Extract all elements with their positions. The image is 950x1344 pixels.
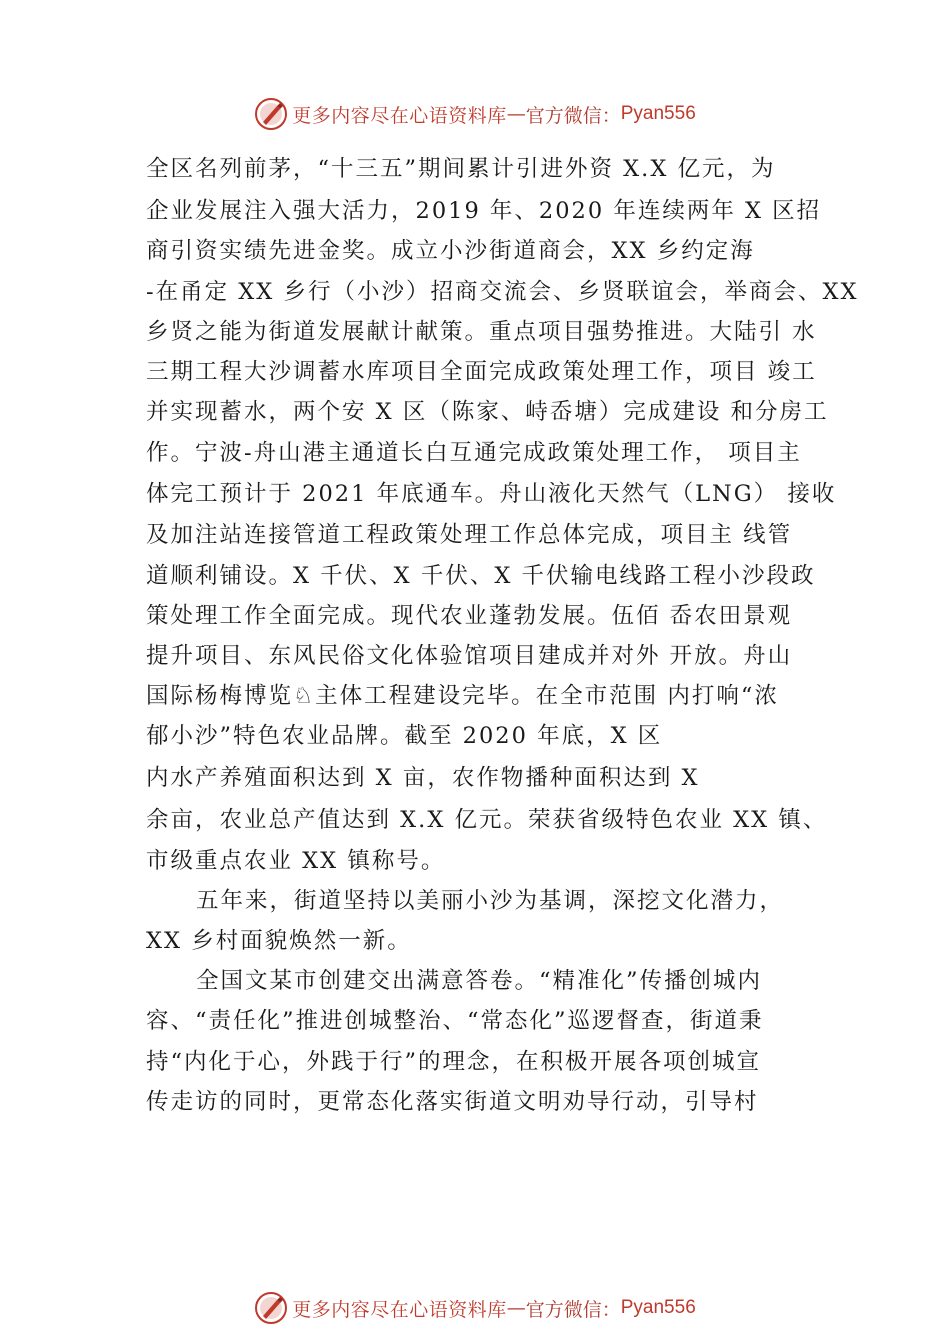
- text-line: 及加注站连接管道工程政策处理工作总体完成，项目主 线管: [146, 522, 793, 548]
- banner-wechat-id: Pyan556: [620, 1297, 696, 1318]
- text-line: 企业发展注入强大活力，2019 年、2020 年连续两年 X 区招: [146, 198, 822, 224]
- text-line: 内水产养殖面积达到 X 亩，农作物播种面积达到 X: [146, 765, 700, 791]
- text-line: 策处理工作全面完成。现代农业蓬勃发展。伍佰 岙农田景观: [146, 603, 793, 629]
- text-line: -在甬定 XX 乡行（小沙）招商交流会、乡贤联谊会，举商会、XX: [146, 279, 859, 305]
- banner-wechat-label: 官方微信：: [525, 1298, 621, 1321]
- text-line: 传走访的同时，更常态化落实街道文明劝导行动，引导村: [146, 1089, 759, 1115]
- text-line: 全区名列前茅，“十三五”期间累计引进外资 X.X 亿元，为: [146, 156, 776, 182]
- text-line: 提升项目、东风民俗文化体验馆项目建成并对外 开放。舟山: [146, 643, 793, 669]
- text-line: XX 乡村面貌焕然一新。: [146, 928, 412, 954]
- text-line: 国际杨梅博览♘主体工程建设完毕。在全市范围 内打响“浓: [146, 683, 779, 709]
- banner-wechat-id: Pyan556: [620, 103, 696, 124]
- text-line: 容、“责任化”推进创城整治、“常态化”巡逻督查，街道秉: [146, 1008, 764, 1034]
- pen-seal-icon: [254, 1291, 288, 1325]
- paragraph-first-line: 全国文某市创建交出满意答卷。“精准化”传播创城内: [196, 968, 763, 994]
- text-line: 乡贤之能为街道发展献计献策。重点项目强势推进。大陆引 水: [146, 319, 817, 345]
- text-line: 商引资实绩先进金奖。成立小沙街道商会，XX 乡约定海: [146, 238, 755, 264]
- text-line: 郁小沙”特色农业品牌。截至 2020 年底，X 区: [146, 723, 663, 749]
- text-line: 余亩，农业总产值达到 X.X 亿元。荣获省级特色农业 XX 镇、: [146, 807, 828, 833]
- text-line: 并实现蓄水，两个安 X 区（陈家、峙岙塘）完成建设 和分房工: [146, 399, 829, 425]
- banner-separator: —: [506, 103, 526, 125]
- banner-separator: —: [506, 1297, 526, 1319]
- paragraph-first-line: 五年来，街道坚持以美丽小沙为基调，深挖文化潜力，: [196, 888, 785, 914]
- text-line: 市级重点农业 XX 镇称号。: [146, 848, 446, 874]
- footer-banner: [0, 1288, 950, 1328]
- text-line: 体完工预计于 2021 年底通车。舟山液化天然气（LNG） 接收: [146, 481, 837, 507]
- text-line: 三期工程大沙调蓄水库项目全面完成政策处理工作，项目 竣工: [146, 359, 817, 385]
- text-line: 持“内化于心，外践于行”的理念，在积极开展各项创城宣: [146, 1049, 762, 1075]
- banner-title: 更多内容尽在心语资料库: [292, 1298, 507, 1321]
- banner-wechat-label: 官方微信：: [525, 104, 621, 127]
- text-line: 作。宁波-舟山港主通道长白互通完成政策处理工作， 项目主: [146, 440, 802, 466]
- text-line: 道顺利铺设。X 千伏、X 千伏、X 千伏输电线路工程小沙段政: [146, 563, 816, 589]
- banner-title: 更多内容尽在心语资料库: [292, 104, 507, 127]
